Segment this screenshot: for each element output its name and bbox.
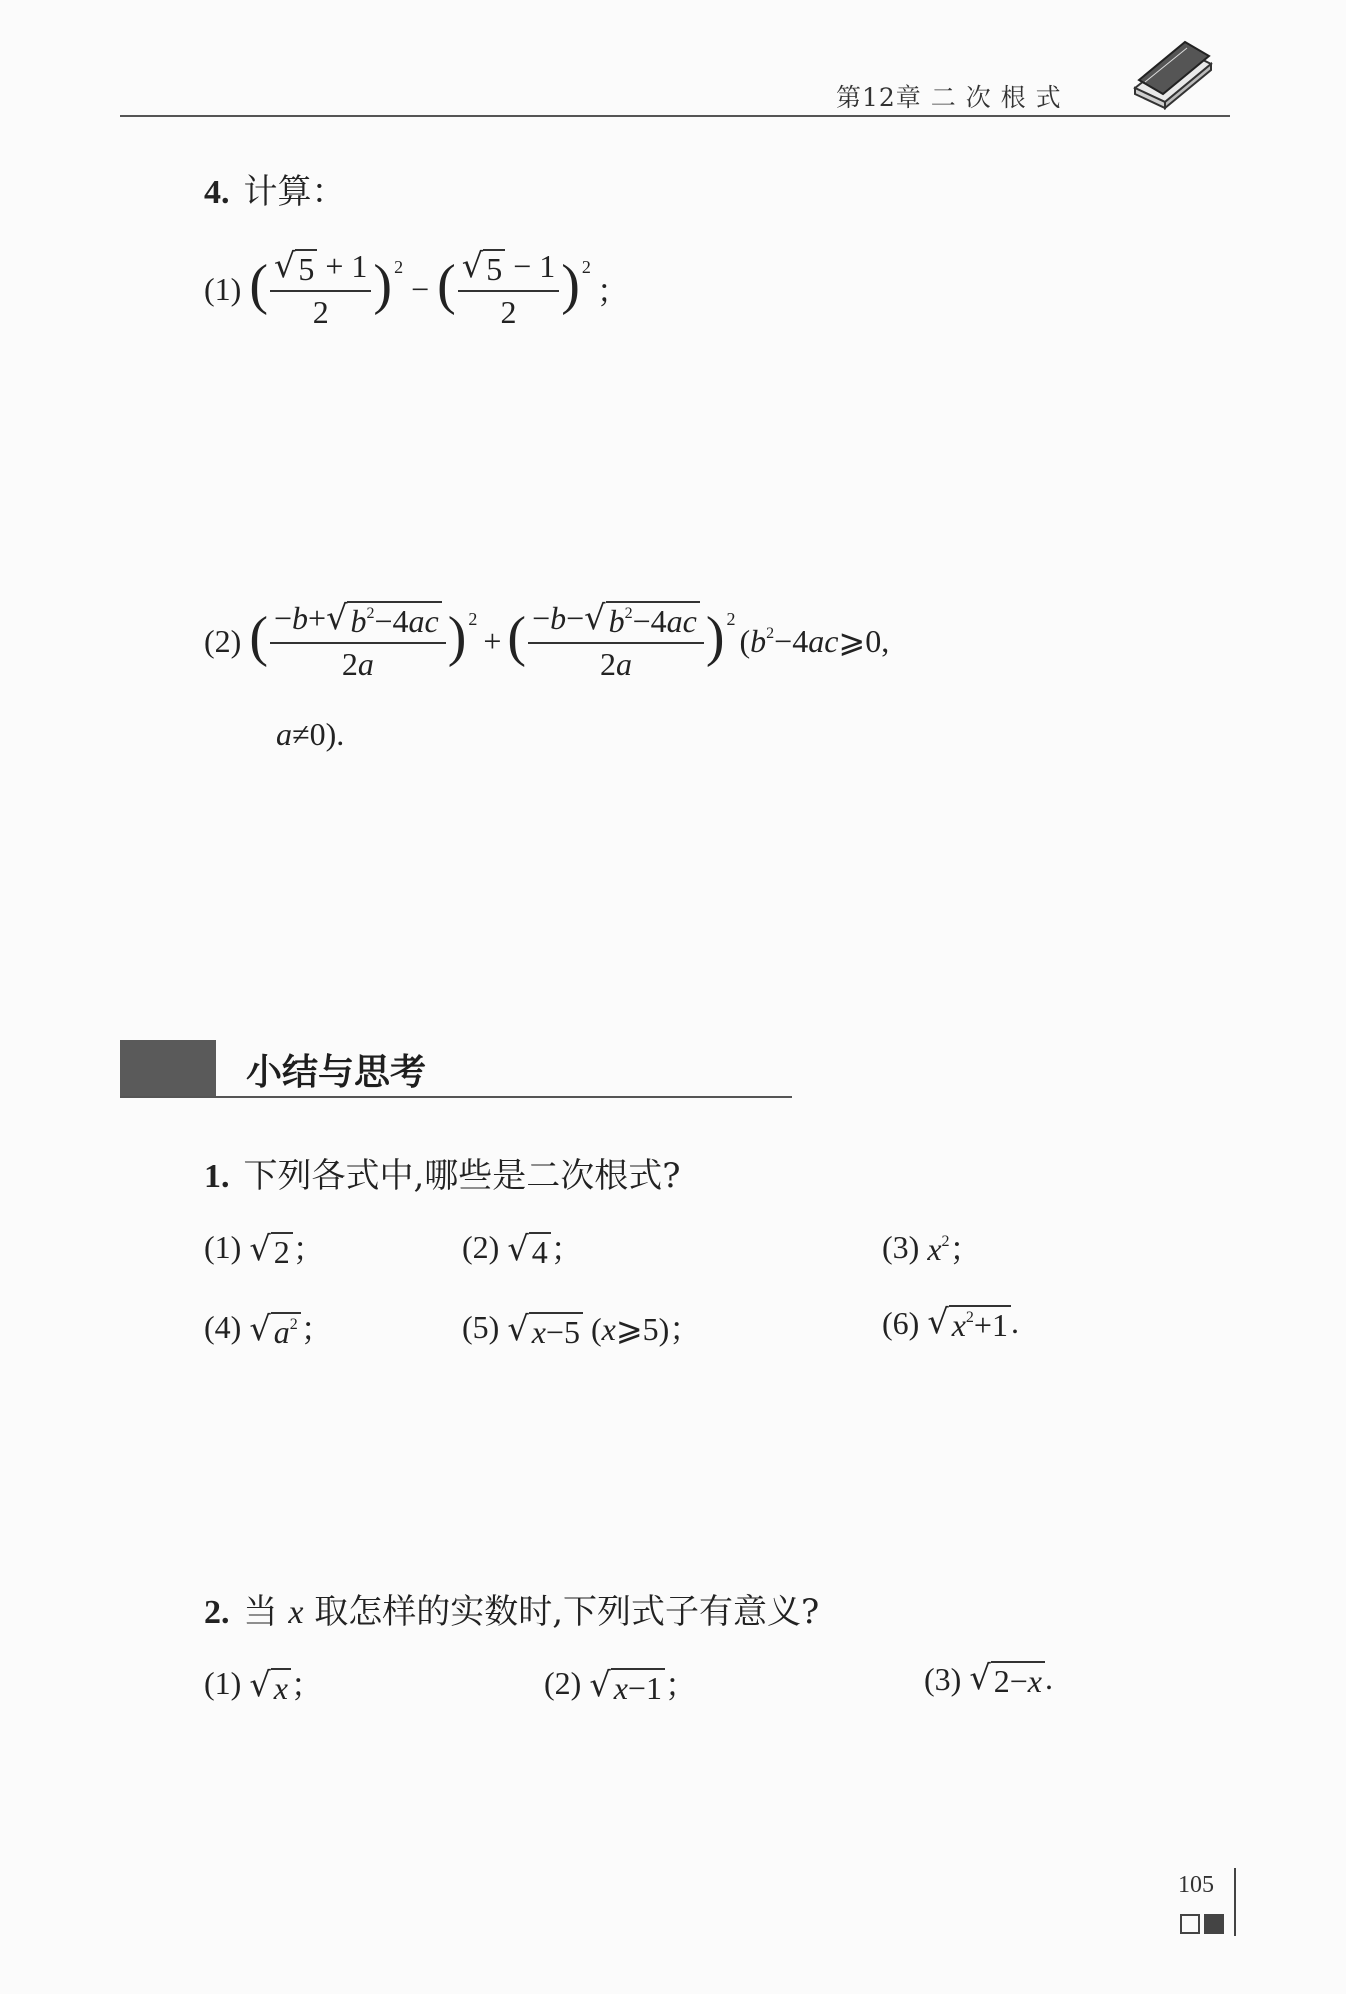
question-4-part-1: (1) ( √ 5 + 1 2 ) 2 − ( √ 5 − 1 2 ) 2 ； [204,246,629,330]
section-marker [120,1040,216,1096]
footer-rule [1234,1868,1236,1936]
question-4-part-2-cont: a≠0). [276,716,345,752]
s2-item-2: (2) √ x−1 ； [544,1664,697,1706]
question-4-part-2: (2) ( −b+ √ $b^2-4ac$ 2a ) 2 + ( −b− √ $b^2-4ac$ 2a ) 2 ($b^2-4ac⩾0$, [204,598,890,682]
summary-question-1-title: 1. 下列各式中,哪些是二次根式? [204,1156,681,1196]
expr-4-1: ( √ 5 + 1 2 ) 2 − ( √ 5 − 1 2 ) 2 ； [249,246,629,330]
s2-item-1: (1) √ x ； [204,1664,323,1706]
book-icon [1125,30,1215,110]
s1-item-5: (5) √ x−5 (x⩾5)； [462,1308,702,1350]
page-number: 105 [1178,1872,1214,1898]
expr-4-2: ( −b+ √ $b^2-4ac$ 2a ) 2 + ( −b− √ $b^2-4ac$ 2a ) 2 ($b^2-4ac⩾0$, [249,598,890,682]
question-4-title: 4. 计算： [204,172,346,212]
footer-box-filled [1204,1914,1224,1934]
footer-box-empty [1180,1914,1200,1934]
s1-item-4: (4) √ $a^2$ ； [204,1308,333,1350]
section-title: 小结与思考 [246,1052,427,1093]
s2-item-3: (3) √ 2−x . [924,1658,1053,1699]
section-rule [120,1096,792,1098]
summary-question-2-title: 2. 当 x 取怎样的实数时,下列式子有意义? [204,1592,820,1632]
s1-item-1: (1) √ 2 ； [204,1228,325,1270]
header-rule [120,115,1230,117]
s1-item-2: (2) √ 4 ； [462,1228,583,1270]
s1-item-3: (3) $x^2$； [882,1228,982,1267]
s1-item-6: (6) √ $x^2+1$ . [882,1302,1019,1343]
chapter-title: 第12章 二 次 根 式 [836,83,1062,112]
